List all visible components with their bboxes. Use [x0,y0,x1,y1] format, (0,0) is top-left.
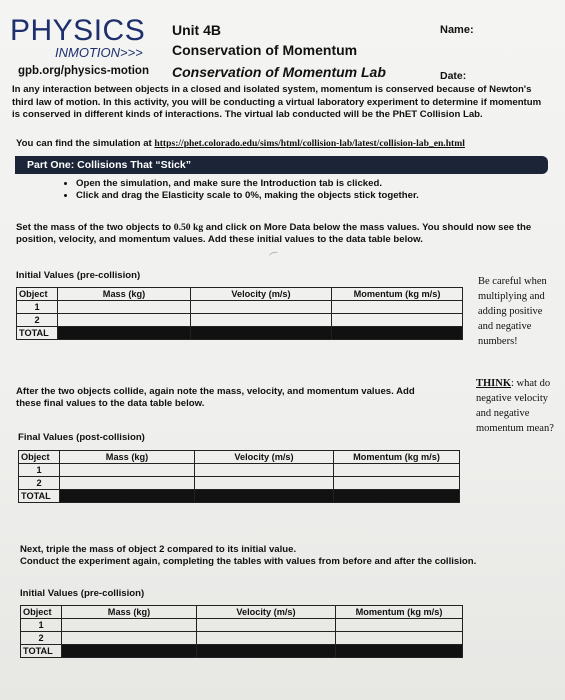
set-mass-text-b: and click on More Data below the mass values. You should now see the position, velocity, and momentum values. Add these initial values to the data table below. [16,222,532,245]
row-label: TOTAL [19,490,60,503]
table-row [21,619,463,632]
column-header: Mass (kg) [58,288,191,301]
blocked-cell [334,490,460,503]
column-header: Mass (kg) [62,606,197,619]
momentum-cell[interactable] [336,619,463,632]
momentum-cell[interactable] [332,301,463,314]
unit-label: Unit 4B [172,22,221,38]
blocked-cell [197,645,336,658]
table-header-row [17,288,463,301]
column-header: Velocity (m/s) [195,451,334,464]
triple-mass-initial-table [20,605,463,658]
column-header: Object [19,451,60,464]
logo-physics: PHYSICS [10,14,146,47]
logo-inmotion: INMOTION>>> [55,45,143,60]
simulation-link[interactable]: https://phet.colorado.edu/sims/html/collision-lab/latest/collision-lab_en.html [154,138,465,149]
row-label: 1 [17,301,58,314]
row-label: 2 [17,314,58,327]
side-note-line: momentum mean? [476,423,554,434]
side-note-line: numbers! [478,336,518,347]
blocked-cell [336,645,463,658]
initial-values-table [16,287,463,340]
bullet-item: • Click and drag the Elasticity scale to 0%, making the objects stick together. [76,190,419,202]
row-label: 1 [21,619,62,632]
velocity-cell[interactable] [195,477,334,490]
velocity-cell[interactable] [197,632,336,645]
side-note-line: and negative [478,321,532,332]
side-note-line: multiplying and [478,291,545,302]
simulation-link-prefix: You can find the simulation at [16,138,155,149]
intro-paragraph: In any interaction between objects in a closed and isolated system, momentum is conserved because of Newton's third law of motion. In this activity, you will be conducting a virtual laboratory experiment to determine if momentum is conserved in different kinds of interactions. The virtual lab conducted will be the PhET Collision Lab. [12,84,542,120]
part-one-heading: Part One: Collisions That “Stick” [27,159,191,171]
blocked-cell [60,490,195,503]
side-note-careful [478,274,547,349]
column-header: Mass (kg) [60,451,195,464]
row-label: 2 [19,477,60,490]
table3-title: Initial Values (pre-collision) [20,588,145,599]
think-label: THINK [476,378,512,389]
table-row [19,477,460,490]
blocked-cell [62,645,197,658]
side-note-line: adding positive [478,306,543,317]
bullet-item: • Open the simulation, and make sure the Introduction tab is clicked. [76,178,419,190]
table-row [19,490,460,503]
blocked-cell [195,490,334,503]
velocity-cell[interactable] [195,464,334,477]
table-header-row [21,606,463,619]
column-header: Velocity (m/s) [191,288,332,301]
table-row [17,301,463,314]
side-note-text: : what do [511,378,551,389]
side-note-think [476,376,554,436]
logo-url: gpb.org/physics-motion [18,65,149,77]
momentum-cell[interactable] [334,477,460,490]
triple-line-2: Conduct the experiment again, completing the tables with values from before and after the collision. [20,556,477,567]
table2-title: Final Values (post-collision) [18,432,145,443]
triple-mass-instruction [20,544,540,568]
table-row [19,464,460,477]
table-row [21,632,463,645]
blocked-cell [332,327,463,340]
name-label: Name: [440,24,474,36]
set-mass-text-a: Set the mass of the two objects to [16,222,174,233]
column-header: Momentum (kg m/s) [334,451,460,464]
side-note-line: Be careful when [478,276,547,287]
velocity-cell[interactable] [197,619,336,632]
mass-value: 0.50 kg [173,222,204,233]
column-header: Momentum (kg m/s) [336,606,463,619]
column-header: Object [21,606,62,619]
page-title: Conservation of Momentum [172,42,358,58]
column-header: Momentum (kg m/s) [332,288,463,301]
after-collide-instruction: After the two objects collide, again note the mass, velocity, and momentum values. Add these final values to the data table below. [16,386,415,409]
mass-cell[interactable] [58,301,191,314]
mass-cell[interactable] [60,477,195,490]
momentum-cell[interactable] [332,314,463,327]
velocity-cell[interactable] [191,301,332,314]
side-note-line [476,376,554,391]
date-label: Date: [440,70,467,82]
table-row [17,314,463,327]
mass-cell[interactable] [62,632,197,645]
ink-mark [268,251,280,261]
column-header: Object [17,288,58,301]
row-label: TOTAL [21,645,62,658]
simulation-link-line [16,138,551,149]
mass-cell[interactable] [58,314,191,327]
row-label: 1 [19,464,60,477]
velocity-cell[interactable] [191,314,332,327]
table-header-row [19,451,460,464]
blocked-cell [58,327,191,340]
part-one-heading-bar [15,156,548,174]
row-label: 2 [21,632,62,645]
side-note-line: and negative [476,408,530,419]
column-header: Velocity (m/s) [197,606,336,619]
table1-title: Initial Values (pre-collision) [16,270,141,281]
momentum-cell[interactable] [336,632,463,645]
momentum-cell[interactable] [334,464,460,477]
side-note-line: negative velocity [476,393,549,404]
table-row [21,645,463,658]
final-values-table [18,450,460,503]
blocked-cell [191,327,332,340]
row-label: TOTAL [17,327,58,340]
triple-line-1: Next, triple the mass of object 2 compared to its initial value. [20,544,297,555]
instruction-bullets [62,178,419,202]
table-row [17,327,463,340]
set-mass-instruction [16,222,556,246]
mass-cell[interactable] [60,464,195,477]
lab-title: Conservation of Momentum Lab [172,64,386,80]
mass-cell[interactable] [62,619,197,632]
